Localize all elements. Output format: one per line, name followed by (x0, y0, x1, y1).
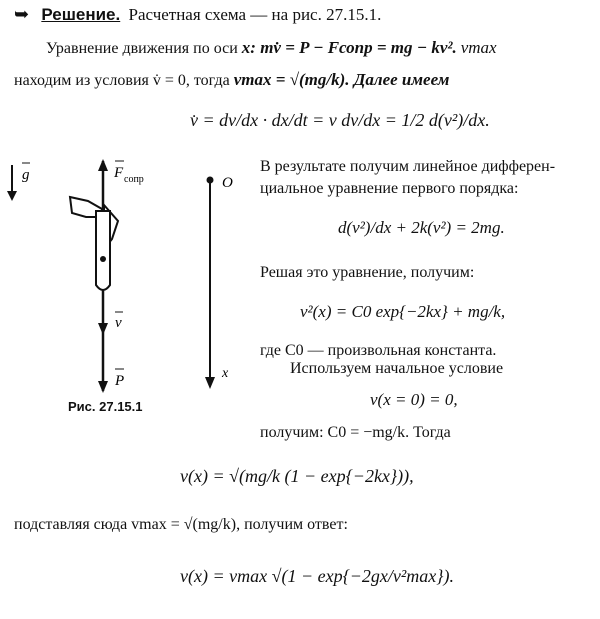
label-F-sub: сопр (124, 174, 144, 185)
vmax-symbol: vmax (460, 38, 497, 57)
equation-3: v²(x) = C0 exp{−2kx} + mg/k, (300, 302, 506, 321)
label-v: v (115, 315, 122, 331)
para1-line2-text: находим из условия v̇ = 0, тогда (14, 72, 230, 89)
para1-line1 (46, 38, 497, 58)
v-arrow-head (98, 323, 108, 335)
para1-prefix: Уравнение движения по оси (46, 40, 238, 57)
equation-2: d(v²)/dx + 2k(v²) = 2mg. (338, 218, 505, 237)
shuttlecock-center (100, 256, 106, 262)
equation-5: v(x) = √(mg/k (1 − exp{−2kx})), (180, 466, 414, 486)
motion-equation: x: mv̇ = P − Fсопр = mg − kv². (241, 38, 457, 57)
vmax-equation: vmax = √(mg/k). Далее имеем (233, 70, 450, 89)
intro-text: Расчетная схема — на рис. 27.15.1. (128, 5, 382, 24)
label-O: O (222, 175, 233, 191)
label-g: g (22, 167, 30, 183)
x-axis-arrow-head (205, 377, 215, 389)
figure-caption: Рис. 27.15.1 (68, 399, 143, 414)
equation-1: v̇ = dv/dx · dx/dt = v dv/dx = 1/2 d(v²)/dx. (190, 110, 490, 130)
para2-line1: В результате получим линейное дифферен- (260, 158, 556, 175)
para2-line2: циальное уравнение первого порядка: (260, 180, 519, 197)
para5: получим: C0 = −mg/k. Тогда (260, 424, 451, 441)
label-x: x (222, 366, 229, 381)
heading-line (14, 4, 381, 25)
section-title: Решение. (41, 5, 121, 24)
para6: подставляя сюда vmax = √(mg/k), получим ответ: (14, 516, 348, 533)
equation-4: v(x = 0) = 0, (370, 390, 458, 409)
para4-line2: Используем начальное условие (290, 360, 504, 377)
para4-line1: где C0 — произвольная константа. (260, 342, 497, 359)
figure-27-15-1 (0, 155, 240, 405)
para1-line2 (14, 70, 449, 90)
gravity-arrow-head (7, 191, 17, 201)
p-arrow-head (98, 381, 108, 393)
equation-6: v(x) = vmax √(1 − exp{−2gx/v²max}). (180, 566, 454, 586)
para3: Решая это уравнение, получим: (260, 264, 475, 281)
arrow-icon: ➥ (14, 4, 30, 25)
label-F: F (114, 165, 124, 181)
label-P: P (115, 373, 125, 389)
shuttlecock-body (96, 211, 110, 290)
f-arrow-head (98, 159, 108, 171)
